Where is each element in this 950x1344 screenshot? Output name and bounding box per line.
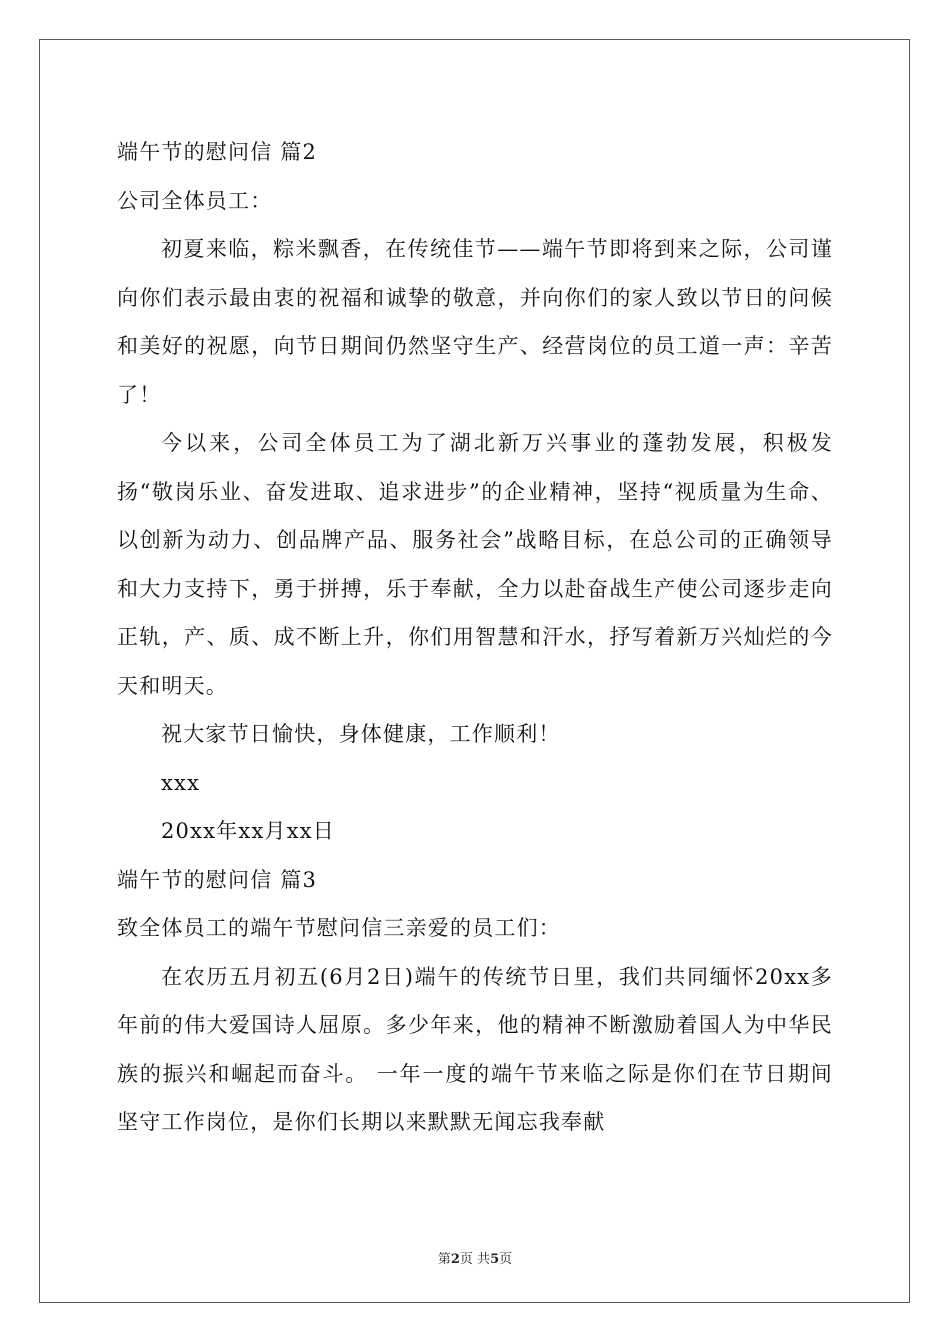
page-total: 5 <box>490 1252 500 1267</box>
letter-date: 20xx年xx月xx日 <box>161 819 335 843</box>
salutation-3: 致全体员工的端午节慰问信三亲爱的员工们： <box>117 916 561 940</box>
paragraph: 初夏来临，粽米飘香，在传统佳节——端午节即将到来之际，公司谨向你们表示最由衷的祝福和诚挚的敬意，并向你们的家人致以节日的问候和美好的祝愿，向节日期间仍然坚守生产、经营岗位的员工道一声：辛苦了！ <box>117 237 833 407</box>
section-heading-3: 端午节的慰问信 篇3 <box>117 867 318 892</box>
page-prefix: 第 <box>437 1252 451 1267</box>
paragraph: 今以来，公司全体员工为了湖北新万兴事业的蓬勃发展，积极发扬“敬岗乐业、奋发进取、追求进步”的企业精神，坚持“视质量为生命、以创新为动力、创品牌产品、服务社会”战略目标，在总公司的正确领导和大力支持下，勇于拼搏，乐于奉献，全力以赴奋战生产使公司逐步走向正轨，产、质、成不断上升，你们用智慧和汗水，抒写着新万兴灿烂的今天和明天。 <box>117 431 833 698</box>
page-mid: 页 共 <box>459 1252 491 1267</box>
paragraph: 在农历五月初五(6月2日)端午的传统节日里，我们共同缅怀20xx多年前的伟大爱国诗人屈原。多少年来，他的精神不断激励着国人为中华民族的振兴和崛起而奋斗。 一年一度的端午节来临之际是你们在节日期间坚守工作岗位，是你们长期以来默默无闻忘我奉献 <box>117 964 833 1134</box>
paragraph: 祝大家节日愉快，身体健康，工作顺利！ <box>161 722 561 746</box>
salutation-2: 公司全体员工： <box>117 188 273 213</box>
page-footer <box>0 1248 950 1267</box>
page-suffix: 页 <box>499 1252 513 1267</box>
signature: xxx <box>161 770 201 795</box>
section-heading-2: 端午节的慰问信 篇2 <box>117 140 318 164</box>
document-body <box>117 128 833 1147</box>
page-current: 2 <box>450 1252 460 1267</box>
